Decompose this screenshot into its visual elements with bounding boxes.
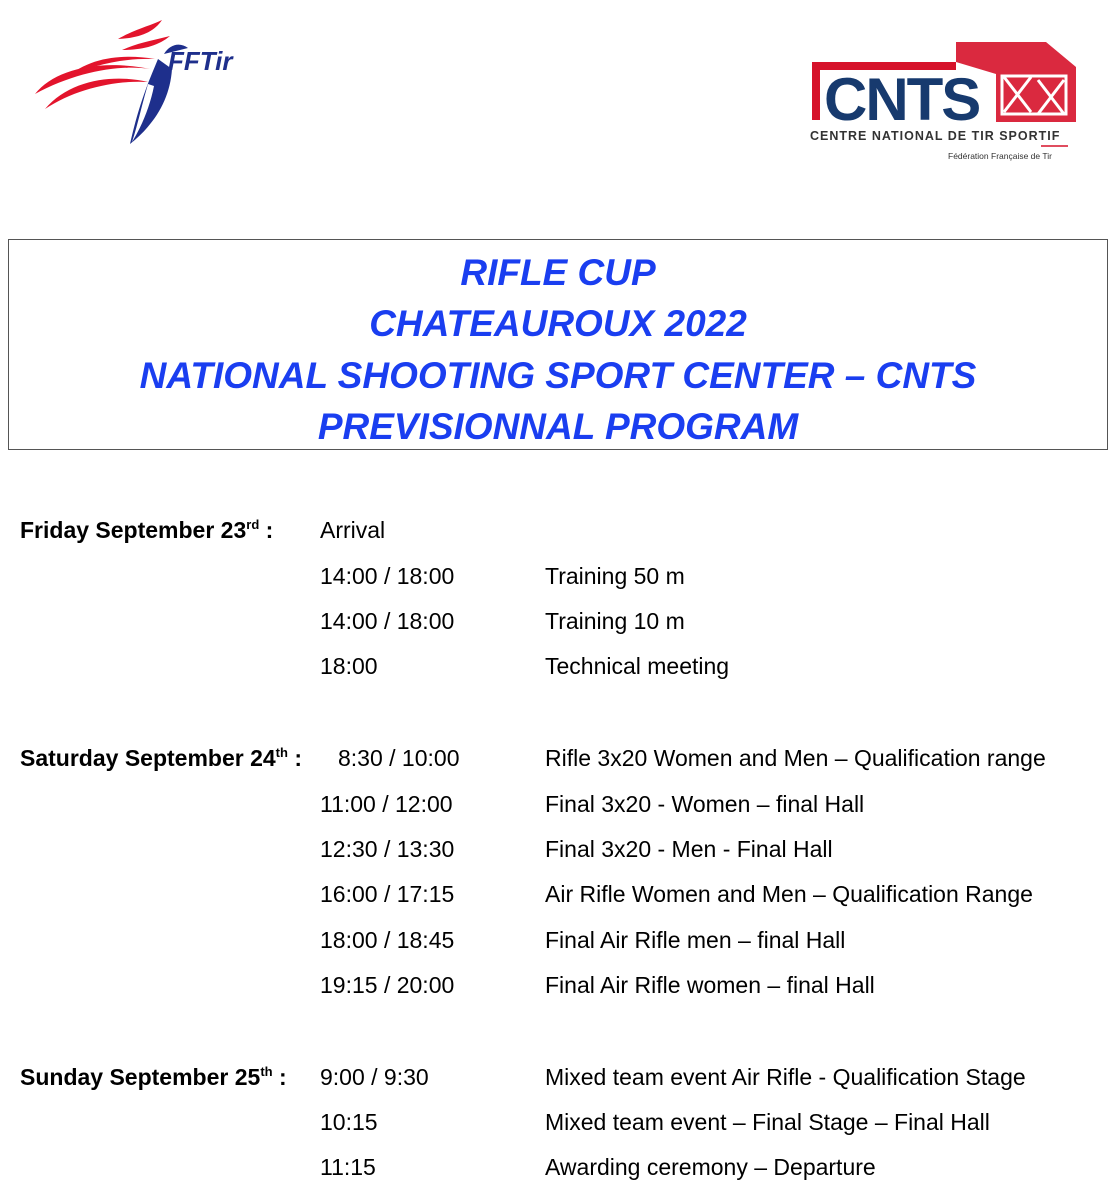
day-label: Friday September 23 bbox=[20, 517, 247, 543]
schedule-time: 18:00 / 18:45 bbox=[320, 927, 455, 953]
schedule-time: 12:30 / 13:30 bbox=[320, 836, 455, 862]
cnts-logo bbox=[806, 22, 1086, 167]
svg-text:FFTir: FFTir bbox=[168, 46, 233, 76]
schedule-time: 11:00 / 12:00 bbox=[320, 791, 453, 817]
title-line-2: CHATEAUROUX 2022 bbox=[369, 303, 747, 344]
schedule-time: 14:00 / 18:00 bbox=[320, 608, 455, 634]
schedule-time: 8:30 / 10:00 bbox=[338, 745, 460, 771]
schedule-event: Awarding ceremony – Departure bbox=[545, 1154, 876, 1180]
schedule-event: Rifle 3x20 Women and Men – Qualification range bbox=[545, 745, 1046, 771]
day-colon: : bbox=[287, 745, 303, 771]
rooster-icon bbox=[30, 14, 250, 154]
day-colon: : bbox=[272, 1064, 287, 1090]
schedule-event: Mixed team event – Final Stage – Final Hall bbox=[545, 1109, 990, 1135]
schedule-time: 10:15 bbox=[320, 1109, 378, 1135]
title-line-1: RIFLE CUP bbox=[460, 252, 656, 293]
schedule-event: Final Air Rifle women – final Hall bbox=[545, 972, 875, 998]
schedule-event: Final 3x20 - Women – final Hall bbox=[545, 791, 865, 817]
schedule-event: Air Rifle Women and Men – Qualification Range bbox=[545, 881, 1033, 907]
svg-text:CENTRE NATIONAL DE TIR SPORTIF: CENTRE NATIONAL DE TIR SPORTIF bbox=[810, 129, 1061, 143]
day-friday bbox=[20, 516, 273, 544]
day-sunday bbox=[20, 1063, 287, 1091]
day-suffix: th bbox=[260, 1064, 273, 1079]
svg-text:CNTS: CNTS bbox=[824, 66, 980, 133]
schedule-time: 9:00 / 9:30 bbox=[320, 1064, 429, 1090]
title-line-4: PREVISIONNAL PROGRAM bbox=[317, 406, 799, 447]
day-label: Sunday September 25 bbox=[20, 1064, 261, 1090]
schedule-event: Technical meeting bbox=[545, 653, 730, 679]
title-line-3: NATIONAL SHOOTING SPORT CENTER – CNTS bbox=[139, 355, 977, 396]
day-colon: : bbox=[259, 517, 274, 543]
fftir-logo bbox=[30, 14, 250, 154]
schedule-event: Training 10 m bbox=[545, 608, 685, 634]
schedule-time: 19:15 / 20:00 bbox=[320, 972, 455, 998]
arrival-text: Arrival bbox=[320, 517, 386, 543]
day-suffix: th bbox=[275, 745, 288, 760]
schedule-time: 16:00 / 17:15 bbox=[320, 881, 455, 907]
schedule-time: 18:00 bbox=[320, 653, 378, 679]
day-saturday bbox=[20, 744, 302, 772]
schedule-time: 14:00 / 18:00 bbox=[320, 563, 455, 589]
schedule-event: Final Air Rifle men – final Hall bbox=[545, 927, 846, 953]
schedule-time: 11:15 bbox=[320, 1154, 376, 1180]
schedule-event: Mixed team event Air Rifle - Qualification Stage bbox=[545, 1064, 1026, 1090]
day-label: Saturday September 24 bbox=[20, 745, 276, 771]
svg-text:Fédération Française de Tir: Fédération Française de Tir bbox=[948, 151, 1052, 161]
day-suffix: rd bbox=[246, 517, 260, 532]
schedule-event: Final 3x20 - Men - Final Hall bbox=[545, 836, 833, 862]
schedule-event: Training 50 m bbox=[545, 563, 685, 589]
title-box bbox=[8, 239, 1108, 450]
